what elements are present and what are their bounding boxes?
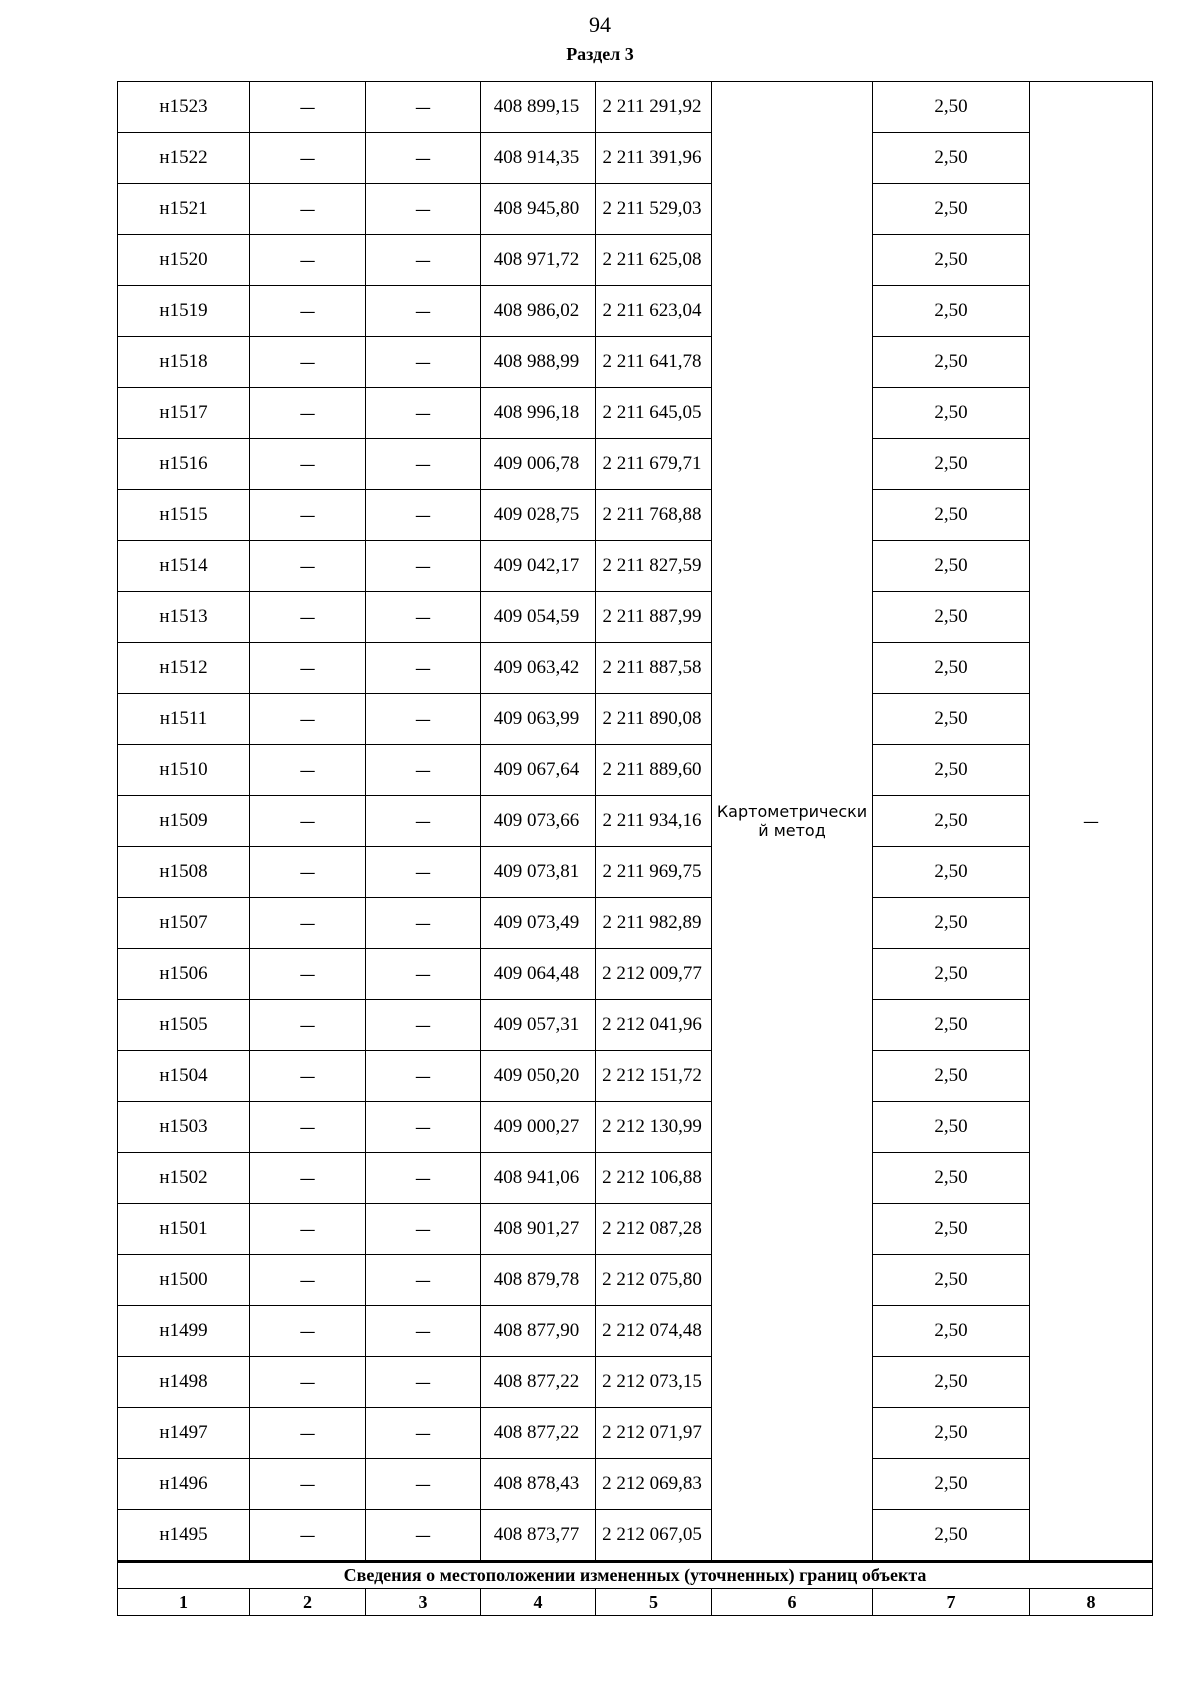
column-2-cell: — (250, 1102, 366, 1153)
point-cell: н1518 (118, 337, 250, 388)
column-2-cell: — (250, 490, 366, 541)
x-coordinate-cell: 408 996,18 (481, 388, 596, 439)
column-3-cell: — (366, 286, 481, 337)
point-cell: н1514 (118, 541, 250, 592)
column-3-cell: — (366, 1255, 481, 1306)
table-row (118, 1357, 1153, 1408)
y-coordinate-cell: 2 211 641,78 (596, 337, 712, 388)
column-2-cell: — (250, 898, 366, 949)
column-2-cell: — (250, 1357, 366, 1408)
column-number: 3 (366, 1589, 481, 1616)
y-coordinate-cell: 2 212 087,28 (596, 1204, 712, 1255)
point-cell: н1504 (118, 1051, 250, 1102)
column-3-cell: — (366, 1357, 481, 1408)
accuracy-cell: 2,50 (873, 286, 1030, 337)
y-coordinate-cell: 2 211 529,03 (596, 184, 712, 235)
x-coordinate-cell: 408 901,27 (481, 1204, 596, 1255)
y-coordinate-cell: 2 211 623,04 (596, 286, 712, 337)
point-cell: н1509 (118, 796, 250, 847)
point-cell: н1501 (118, 1204, 250, 1255)
column-2-cell: — (250, 847, 366, 898)
table-row (118, 133, 1153, 184)
accuracy-cell: 2,50 (873, 1306, 1030, 1357)
y-coordinate-cell: 2 211 887,58 (596, 643, 712, 694)
y-coordinate-cell: 2 212 041,96 (596, 1000, 712, 1051)
column-2-cell: — (250, 1000, 366, 1051)
table-row (118, 643, 1153, 694)
y-coordinate-cell: 2 211 679,71 (596, 439, 712, 490)
caption-row (118, 1562, 1153, 1589)
x-coordinate-cell: 409 073,66 (481, 796, 596, 847)
x-coordinate-cell: 408 879,78 (481, 1255, 596, 1306)
table-row (118, 1102, 1153, 1153)
y-coordinate-cell: 2 212 075,80 (596, 1255, 712, 1306)
accuracy-cell: 2,50 (873, 1459, 1030, 1510)
column-2-cell: — (250, 337, 366, 388)
column-2-cell: — (250, 1153, 366, 1204)
column-2-cell: — (250, 1204, 366, 1255)
x-coordinate-cell: 409 064,48 (481, 949, 596, 1000)
column-3-cell: — (366, 1306, 481, 1357)
column-3-cell: — (366, 1000, 481, 1051)
accuracy-cell: 2,50 (873, 1357, 1030, 1408)
accuracy-cell: 2,50 (873, 439, 1030, 490)
point-cell: н1499 (118, 1306, 250, 1357)
page-number: 94 (589, 12, 611, 37)
table-row (118, 1510, 1153, 1562)
x-coordinate-cell: 409 067,64 (481, 745, 596, 796)
y-coordinate-cell: 2 212 106,88 (596, 1153, 712, 1204)
point-cell: н1495 (118, 1510, 250, 1562)
accuracy-cell: 2,50 (873, 1153, 1030, 1204)
column-3-cell: — (366, 1153, 481, 1204)
column-number: 1 (118, 1589, 250, 1616)
column-3-cell: — (366, 1459, 481, 1510)
table-row (118, 745, 1153, 796)
point-cell: н1512 (118, 643, 250, 694)
column-number: 2 (250, 1589, 366, 1616)
column-2-cell: — (250, 694, 366, 745)
column-3-cell: — (366, 847, 481, 898)
table-row (118, 847, 1153, 898)
y-coordinate-cell: 2 211 291,92 (596, 82, 712, 133)
point-cell: н1496 (118, 1459, 250, 1510)
point-cell: н1507 (118, 898, 250, 949)
column-3-cell: — (366, 184, 481, 235)
column-3-cell: — (366, 439, 481, 490)
y-coordinate-cell: 2 211 934,16 (596, 796, 712, 847)
point-cell: н1517 (118, 388, 250, 439)
x-coordinate-cell: 409 006,78 (481, 439, 596, 490)
x-coordinate-cell: 409 000,27 (481, 1102, 596, 1153)
accuracy-cell: 2,50 (873, 643, 1030, 694)
column-3-cell: — (366, 1051, 481, 1102)
accuracy-cell: 2,50 (873, 1510, 1030, 1562)
y-coordinate-cell: 2 212 067,05 (596, 1510, 712, 1562)
column-2-cell: — (250, 82, 366, 133)
x-coordinate-cell: 408 878,43 (481, 1459, 596, 1510)
column-2-cell: — (250, 133, 366, 184)
table-row (118, 439, 1153, 490)
point-cell: н1513 (118, 592, 250, 643)
x-coordinate-cell: 408 986,02 (481, 286, 596, 337)
accuracy-cell: 2,50 (873, 1051, 1030, 1102)
x-coordinate-cell: 409 057,31 (481, 1000, 596, 1051)
point-cell: н1522 (118, 133, 250, 184)
table-row (118, 184, 1153, 235)
table-row (118, 1000, 1153, 1051)
point-cell: н1508 (118, 847, 250, 898)
table-row (118, 388, 1153, 439)
column-2-cell: — (250, 643, 366, 694)
y-coordinate-cell: 2 211 391,96 (596, 133, 712, 184)
column-3-cell: — (366, 133, 481, 184)
y-coordinate-cell: 2 212 073,15 (596, 1357, 712, 1408)
x-coordinate-cell: 408 877,22 (481, 1357, 596, 1408)
y-coordinate-cell: 2 212 130,99 (596, 1102, 712, 1153)
y-coordinate-cell: 2 211 889,60 (596, 745, 712, 796)
y-coordinate-cell: 2 212 074,48 (596, 1306, 712, 1357)
accuracy-cell: 2,50 (873, 1204, 1030, 1255)
accuracy-cell: 2,50 (873, 796, 1030, 847)
point-cell: н1521 (118, 184, 250, 235)
point-cell: н1519 (118, 286, 250, 337)
column-3-cell: — (366, 541, 481, 592)
column-number-row (118, 1589, 1153, 1616)
x-coordinate-cell: 409 073,49 (481, 898, 596, 949)
table-caption: Сведения о местоположении измененных (уточненных) границ объекта (118, 1562, 1153, 1589)
table-row (118, 286, 1153, 337)
y-coordinate-cell: 2 211 625,08 (596, 235, 712, 286)
column-3-cell: — (366, 337, 481, 388)
x-coordinate-cell: 408 945,80 (481, 184, 596, 235)
column-3-cell: — (366, 490, 481, 541)
y-coordinate-cell: 2 212 009,77 (596, 949, 712, 1000)
x-coordinate-cell: 409 054,59 (481, 592, 596, 643)
table-row (118, 1204, 1153, 1255)
accuracy-cell: 2,50 (873, 337, 1030, 388)
table-row (118, 949, 1153, 1000)
point-cell: н1500 (118, 1255, 250, 1306)
method-cell: Картометрический метод (712, 82, 873, 1562)
table-row (118, 1255, 1153, 1306)
x-coordinate-cell: 408 914,35 (481, 133, 596, 184)
accuracy-cell: 2,50 (873, 235, 1030, 286)
column-3-cell: — (366, 694, 481, 745)
table-row (118, 694, 1153, 745)
column-3-cell: — (366, 82, 481, 133)
y-coordinate-cell: 2 211 969,75 (596, 847, 712, 898)
point-cell: н1498 (118, 1357, 250, 1408)
point-cell: н1516 (118, 439, 250, 490)
column-2-cell: — (250, 439, 366, 490)
y-coordinate-cell: 2 211 890,08 (596, 694, 712, 745)
x-coordinate-cell: 408 873,77 (481, 1510, 596, 1562)
column-2-cell: — (250, 592, 366, 643)
column-2-cell: — (250, 541, 366, 592)
accuracy-cell: 2,50 (873, 694, 1030, 745)
column-2-cell: — (250, 184, 366, 235)
column-2-cell: — (250, 796, 366, 847)
x-coordinate-cell: 409 063,42 (481, 643, 596, 694)
x-coordinate-cell: 408 941,06 (481, 1153, 596, 1204)
x-coordinate-cell: 408 877,90 (481, 1306, 596, 1357)
accuracy-cell: 2,50 (873, 1408, 1030, 1459)
y-coordinate-cell: 2 212 151,72 (596, 1051, 712, 1102)
y-coordinate-cell: 2 211 887,99 (596, 592, 712, 643)
point-cell: н1511 (118, 694, 250, 745)
table-row (118, 1459, 1153, 1510)
table-row (118, 490, 1153, 541)
point-cell: н1503 (118, 1102, 250, 1153)
accuracy-cell: 2,50 (873, 1000, 1030, 1051)
column-3-cell: — (366, 388, 481, 439)
point-cell: н1506 (118, 949, 250, 1000)
table-row (118, 82, 1153, 133)
x-coordinate-cell: 409 063,99 (481, 694, 596, 745)
table-row (118, 541, 1153, 592)
column-2-cell: — (250, 286, 366, 337)
y-coordinate-cell: 2 211 768,88 (596, 490, 712, 541)
table-row (118, 1408, 1153, 1459)
point-cell: н1497 (118, 1408, 250, 1459)
column-2-cell: — (250, 235, 366, 286)
point-cell: н1523 (118, 82, 250, 133)
column-3-cell: — (366, 1102, 481, 1153)
y-coordinate-cell: 2 211 645,05 (596, 388, 712, 439)
column-2-cell: — (250, 1510, 366, 1562)
accuracy-cell: 2,50 (873, 490, 1030, 541)
column-number: 8 (1030, 1589, 1153, 1616)
section-title: Раздел 3 (566, 44, 634, 64)
column-2-cell: — (250, 1306, 366, 1357)
point-cell: н1515 (118, 490, 250, 541)
column-2-cell: — (250, 388, 366, 439)
accuracy-cell: 2,50 (873, 133, 1030, 184)
x-coordinate-cell: 409 028,75 (481, 490, 596, 541)
accuracy-cell: 2,50 (873, 1102, 1030, 1153)
table-row (118, 1051, 1153, 1102)
column-number: 7 (873, 1589, 1030, 1616)
column-number: 6 (712, 1589, 873, 1616)
column-3-cell: — (366, 898, 481, 949)
table-row (118, 592, 1153, 643)
x-coordinate-cell: 408 988,99 (481, 337, 596, 388)
column-number: 4 (481, 1589, 596, 1616)
accuracy-cell: 2,50 (873, 184, 1030, 235)
column-2-cell: — (250, 745, 366, 796)
table-row (118, 898, 1153, 949)
table-row (118, 1153, 1153, 1204)
column-3-cell: — (366, 1510, 481, 1562)
column-3-cell: — (366, 796, 481, 847)
point-cell: н1520 (118, 235, 250, 286)
table-row (118, 235, 1153, 286)
column-2-cell: — (250, 949, 366, 1000)
x-coordinate-cell: 408 877,22 (481, 1408, 596, 1459)
accuracy-cell: 2,50 (873, 949, 1030, 1000)
column-2-cell: — (250, 1459, 366, 1510)
x-coordinate-cell: 409 050,20 (481, 1051, 596, 1102)
column-3-cell: — (366, 745, 481, 796)
point-cell: н1502 (118, 1153, 250, 1204)
accuracy-cell: 2,50 (873, 82, 1030, 133)
table-row (118, 337, 1153, 388)
table-row (118, 796, 1153, 847)
column-2-cell: — (250, 1408, 366, 1459)
x-coordinate-cell: 408 971,72 (481, 235, 596, 286)
point-cell: н1510 (118, 745, 250, 796)
column-2-cell: — (250, 1255, 366, 1306)
column-3-cell: — (366, 949, 481, 1000)
accuracy-cell: 2,50 (873, 541, 1030, 592)
column-2-cell: — (250, 1051, 366, 1102)
column-3-cell: — (366, 235, 481, 286)
x-coordinate-cell: 409 073,81 (481, 847, 596, 898)
accuracy-cell: 2,50 (873, 745, 1030, 796)
column-number: 5 (596, 1589, 712, 1616)
column-3-cell: — (366, 1408, 481, 1459)
y-coordinate-cell: 2 211 982,89 (596, 898, 712, 949)
x-coordinate-cell: 409 042,17 (481, 541, 596, 592)
column-3-cell: — (366, 1204, 481, 1255)
accuracy-cell: 2,50 (873, 847, 1030, 898)
point-cell: н1505 (118, 1000, 250, 1051)
accuracy-cell: 2,50 (873, 1255, 1030, 1306)
table-row (118, 1306, 1153, 1357)
column-8-cell: — (1030, 82, 1153, 1562)
y-coordinate-cell: 2 211 827,59 (596, 541, 712, 592)
column-3-cell: — (366, 592, 481, 643)
coordinates-table (117, 81, 1153, 1616)
y-coordinate-cell: 2 212 069,83 (596, 1459, 712, 1510)
accuracy-cell: 2,50 (873, 592, 1030, 643)
y-coordinate-cell: 2 212 071,97 (596, 1408, 712, 1459)
x-coordinate-cell: 408 899,15 (481, 82, 596, 133)
column-3-cell: — (366, 643, 481, 694)
table-body (118, 82, 1153, 1562)
accuracy-cell: 2,50 (873, 898, 1030, 949)
accuracy-cell: 2,50 (873, 388, 1030, 439)
